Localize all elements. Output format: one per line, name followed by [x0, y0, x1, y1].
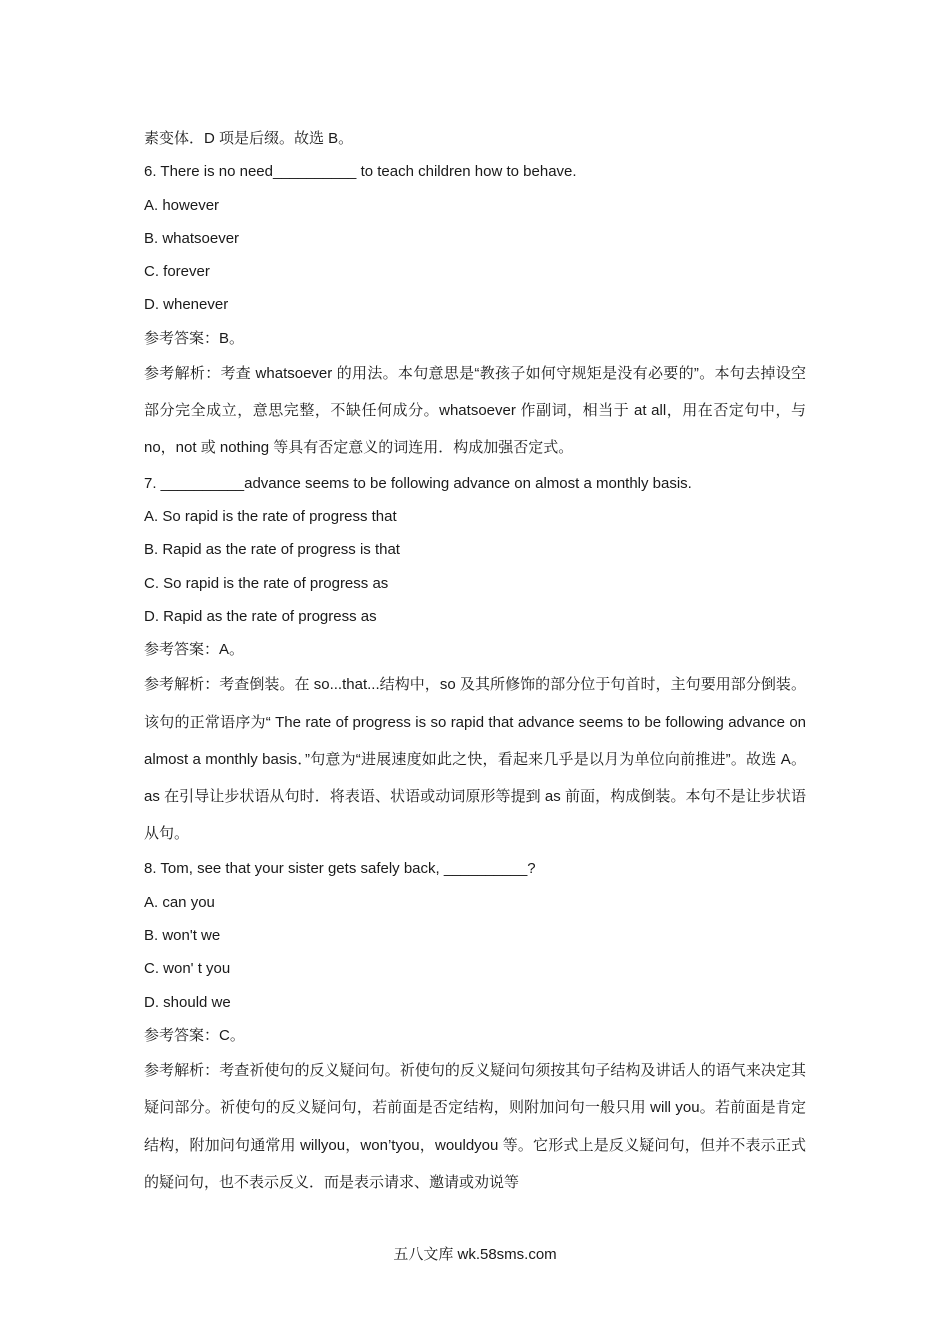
question-stem: 7. __________advance seems to be following advance on almost a monthly basis. [144, 474, 692, 492]
question-block-8 [144, 852, 806, 1201]
option-d: D. Rapid as the rate of progress as [144, 607, 377, 625]
option-a: A. however [144, 196, 220, 214]
question-block-7 [144, 467, 806, 853]
reference-analysis: 参考解析：考查倒装。在 so...that...结构中，so 及其所修饰的部分位于句首时，主句要用部分倒装。该句的正常语序为“ The rate of progress is so rapid that advance seems to be following advance on almost a monthly basis．”句意为“进展速度如此之快，看起来几乎是以月为单位向前推进”。故选 A。as 在引导让步状语从句时．将表语、状语或动词原形等提到 as 前面，构成倒装。本句不是让步状语从句。 [144, 676, 806, 843]
option-d: D. should we [144, 993, 231, 1011]
option-b: B. Rapid as the rate of progress is that [144, 541, 400, 559]
document-body [144, 122, 806, 1201]
option-c: C. won' t you [144, 960, 231, 978]
reference-answer: 参考答案：B。 [144, 329, 245, 347]
question-stem: 6. There is no need__________ to teach children how to behave. [144, 163, 577, 181]
reference-answer: 参考答案：C。 [144, 1026, 245, 1044]
question-block-6 [144, 155, 806, 466]
reference-analysis: 参考解析：考查 whatsoever 的用法。本句意思是“教孩子如何守规矩是没有必要的”。本句去掉设空部分完全成立，意思完整，不缺任何成分。whatsoever 作副词，相当于 at all，用在否定句中，与 no，not 或 nothing 等具有否定意义的词连用．构成加强否定式。 [144, 365, 806, 457]
option-c: C. So rapid is the rate of progress as [144, 574, 389, 592]
option-b: B. won't we [144, 927, 221, 945]
question-stem: 8. Tom, see that your sister gets safely back, __________? [144, 860, 536, 878]
page-footer: 五八文库 wk.58sms.com [393, 1246, 557, 1263]
option-a: A. So rapid is the rate of progress that [144, 507, 397, 525]
option-d: D. whenever [144, 296, 229, 314]
option-c: C. forever [144, 263, 210, 281]
reference-answer: 参考答案：A。 [144, 641, 245, 659]
option-a: A. can you [144, 893, 215, 911]
continuation-text: 素变体．D 项是后缀。故选 B。 [144, 130, 354, 147]
reference-analysis: 参考解析：考查祈使句的反义疑问句。祈使句的反义疑问句须按其句子结构及讲话人的语气来决定其疑问部分。祈使句的反义疑问句，若前面是否定结构，则附加问句一般只用 will you。若前面是肯定结构，附加问句通常用 willyou，won’tyou，wouldyou 等。它形式上是反义疑问句，但并不表示正式的疑问句，也不表示反义．而是表示请求、邀请或劝说等 [144, 1062, 806, 1191]
option-b: B. whatsoever [144, 229, 240, 247]
